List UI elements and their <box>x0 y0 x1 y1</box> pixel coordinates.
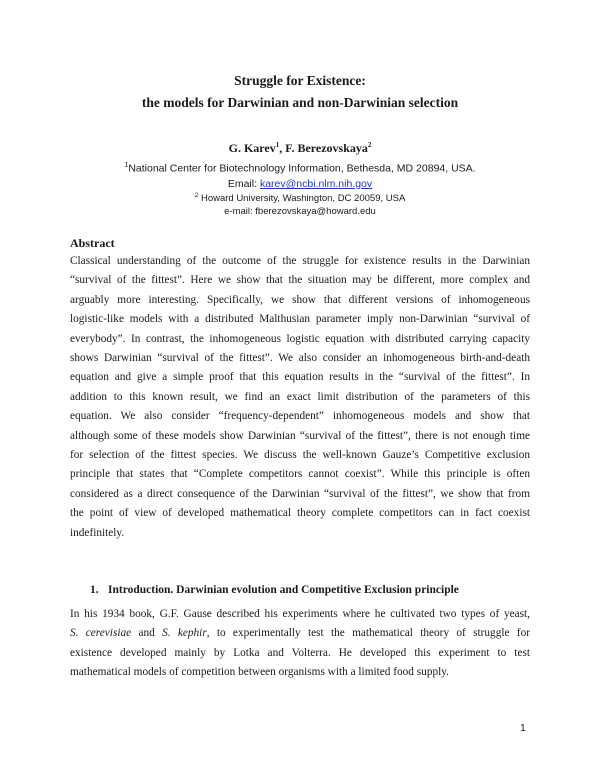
intro-line: In his 1934 book, G.F. Gause described his experiments where he cultivated two types of yeast, <box>70 608 530 620</box>
abstract-line: although some of these models show Darwinian “survival of the fittest”, there is not enough time <box>70 429 530 442</box>
abstract-heading: Abstract <box>70 236 115 250</box>
section-number: 1. <box>90 584 99 596</box>
section-title: Introduction. Darwinian evolution and Competitive Exclusion principle <box>108 584 459 596</box>
email-2: e-mail: fberezovskaya@howard.edu <box>224 206 376 217</box>
author-separator: , <box>279 141 286 155</box>
page-number: 1 <box>520 722 526 734</box>
author-berezovskaya: F. Berezovskaya <box>285 141 368 155</box>
author-list <box>0 141 600 156</box>
intro-body <box>70 605 530 683</box>
author-berezovskaya-affiliation-mark: 2 <box>367 141 372 149</box>
affiliation-1-mark: 1 <box>124 162 129 169</box>
abstract-line: Classical understanding of the outcome of the struggle for existence results in the Darwinian <box>70 255 530 267</box>
affiliation-1-text: National Center for Biotechnology Information, Bethesda, MD 20894, USA. <box>128 162 476 175</box>
species-name: S. cerevisiae <box>70 627 132 640</box>
abstract-line: principle that states that “Complete competitors cannot coexist”. While this principle is often <box>70 468 530 481</box>
abstract-line: for selection of the fittest species. We discuss the well-known Gauze’s Competitive exclusion <box>70 449 530 462</box>
author-karev-affiliation-mark: 1 <box>275 141 280 149</box>
abstract-line: shows Darwinian “survival of the fittest”. We also consider an inhomogeneous birth-and-death <box>70 352 530 365</box>
paper-title-line1: Struggle for Existence: <box>234 73 366 88</box>
affiliation-2 <box>0 192 600 204</box>
abstract-line: arguably more interesting. Specifically, we show that different versions of inhomogeneous <box>70 293 530 306</box>
abstract-line: logistic-like models with a distributed Malthusian parameter imply non-Darwinian “survival of <box>70 313 530 326</box>
email-1-link[interactable]: karev@ncbi.nlm.nih.gov <box>259 178 373 190</box>
abstract-line: indefinitely. <box>70 526 125 539</box>
abstract-line: considered as a direct consequence of the Darwinian “survival of the fittest”, we show that from <box>70 487 530 500</box>
species-name: S. kephir <box>162 627 207 640</box>
abstract-body <box>70 252 530 543</box>
email-1 <box>0 178 600 190</box>
affiliation-1 <box>0 162 600 175</box>
affiliation-2-mark: 2 <box>194 192 199 199</box>
intro-line <box>70 624 530 643</box>
email-1-label: Email: <box>227 178 260 190</box>
abstract-line: everybody”. In contrast, the inhomogeneous logistic equation with distributed carrying capacity <box>70 332 530 345</box>
author-karev: G. Karev <box>228 141 276 155</box>
affiliation-2-text: Howard University, Washington, DC 20059, USA <box>198 193 406 205</box>
section-heading <box>90 584 459 596</box>
intro-line: mathematical models of competition between organisms with a limited food supply. <box>70 666 449 679</box>
abstract-line: the point of view of developed mathematical theory complete competitors can in fact coexist <box>70 507 530 520</box>
intro-line: existence developed mainly by Lotka and Volterra. He developed this experiment to test <box>70 646 530 659</box>
abstract-line: addition to this known result, we find an exact limit distribution of the parameters of this <box>70 390 530 403</box>
paper-title-line2: the models for Darwinian and non-Darwinian selection <box>141 95 459 110</box>
intro-line-rest: , to experimentally test the mathematical theory of struggle for <box>206 627 530 640</box>
intro-connector: and <box>131 627 163 640</box>
abstract-line: equation. We also consider “frequency-dependent” inhomogeneous models and show that <box>70 410 530 423</box>
abstract-line: “survival of the fittest”. Here we show that the situation may be different, more complex and <box>70 274 530 287</box>
abstract-line: equation and give a simple proof that this equation results in the “survival of the fittest”. In <box>70 371 530 384</box>
